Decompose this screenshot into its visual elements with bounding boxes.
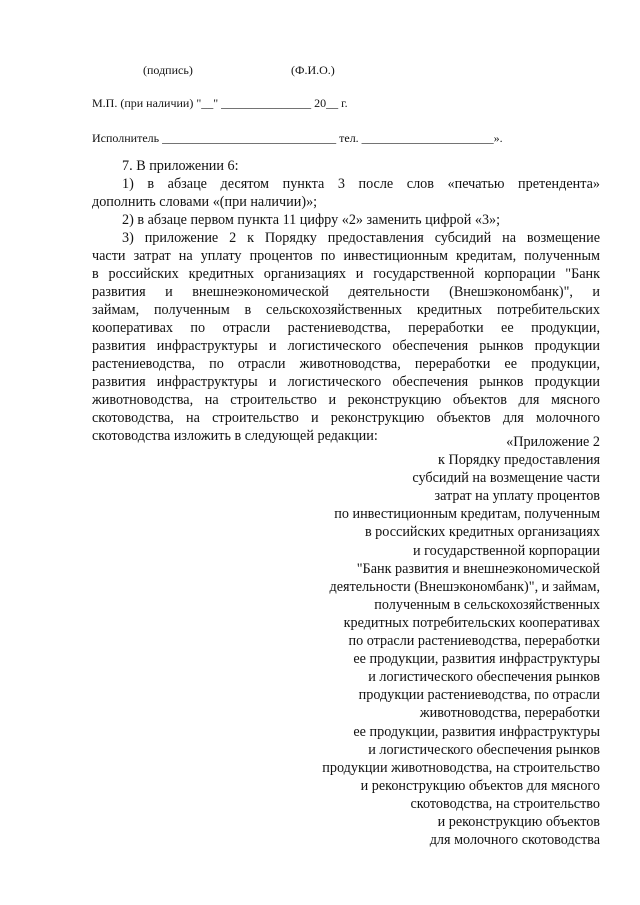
- subitem-1-line-1: 1) в абзаце десятом пункта 3 после слов «печатью претендента»: [122, 176, 600, 192]
- appendix-line: животноводства, переработки: [419, 705, 600, 722]
- subitem-3-line: части затрат на уплату процентов по инвестиционным кредитам, полученным: [92, 248, 600, 264]
- appendix-line: и реконструкцию объектов для мясного: [360, 777, 600, 794]
- appendix-line: субсидий на возмещение части: [412, 470, 600, 487]
- appendix-line: по инвестиционным кредитам, полученным: [334, 506, 600, 523]
- appendix-line: и логистического обеспечения рынков: [368, 669, 600, 686]
- appendix-line: к Порядку предоставления: [438, 452, 600, 469]
- subitem-3-line: развития и внешнеэкономической деятельности (Внешэкономбанк)", и: [92, 284, 600, 300]
- appendix-line: «Приложение 2: [506, 434, 600, 450]
- item-7-heading: 7. В приложении 6:: [122, 158, 239, 174]
- appendix-header-block: [180, 433, 600, 849]
- appendix-line: в российских кредитных организациях: [364, 524, 600, 541]
- subitem-3-line: развития инфраструктуры и логистического обеспечения рынков продукции: [92, 374, 600, 390]
- signature-label: (подпись): [143, 63, 193, 77]
- mp-date-line: М.П. (при наличии) "__" _______________ 20__ г.: [92, 96, 348, 110]
- subitem-3-line: в российских кредитных организациях и государственной корпорации "Банк: [92, 266, 600, 282]
- appendix-line: затрат на уплату процентов: [434, 488, 600, 505]
- appendix-line: и государственной корпорации: [412, 542, 600, 559]
- amendment-body: [92, 157, 600, 445]
- subitem-3-line: скотоводства, на строительство и реконструкцию объектов для молочного: [92, 410, 600, 426]
- appendix-line: "Банк развития и внешнеэкономической: [356, 560, 600, 577]
- appendix-line: продукции растениеводства, по отрасли: [358, 687, 600, 704]
- subitem-2: 2) в абзаце первом пункта 11 цифру «2» заменить цифрой «3»;: [122, 212, 501, 228]
- appendix-line: кредитных потребительских кооперативах: [343, 614, 600, 631]
- subitem-3-line: скотоводства изложить в следующей редакции:: [92, 428, 378, 444]
- appendix-line: и реконструкцию объектов: [437, 813, 600, 830]
- subitem-3-line: займам, полученным в сельскохозяйственных кредитных потребительских: [92, 302, 600, 318]
- appendix-line: ее продукции, развития инфраструктуры: [353, 723, 600, 740]
- subitem-3-line: растениеводства, по отрасли животноводства, переработки ее продукции,: [92, 356, 600, 372]
- appendix-line: продукции животноводства, на строительство: [322, 759, 600, 776]
- subitem-3-line: кооперативах по отрасли растениеводства, переработки ее продукции,: [92, 320, 600, 336]
- appendix-line: и логистического обеспечения рынков: [368, 741, 600, 758]
- subitem-3-line: 3) приложение 2 к Порядку предоставления субсидий на возмещение: [122, 230, 600, 246]
- fio-label: (Ф.И.О.): [291, 63, 335, 77]
- appendix-line: полученным в сельскохозяйственных: [374, 596, 600, 613]
- subitem-1-line-2: дополнить словами «(при наличии)»;: [92, 194, 318, 210]
- appendix-line: скотоводства, на строительство: [410, 795, 600, 812]
- appendix-line: для молочного скотоводства: [429, 832, 600, 849]
- subitem-3-line: развития инфраструктуры и логистического обеспечения рынков продукции: [92, 338, 600, 354]
- appendix-line: деятельности (Внешэкономбанк)", и займам,: [329, 578, 600, 595]
- appendix-line: ее продукции, развития инфраструктуры: [353, 651, 600, 668]
- executor-phone-line: Исполнитель _____________________________ тел. ______________________».: [92, 131, 503, 145]
- appendix-line: по отрасли растениеводства, переработки: [348, 633, 600, 650]
- subitem-3-line: животноводства, на строительство и реконструкцию объектов для мясного: [92, 392, 600, 408]
